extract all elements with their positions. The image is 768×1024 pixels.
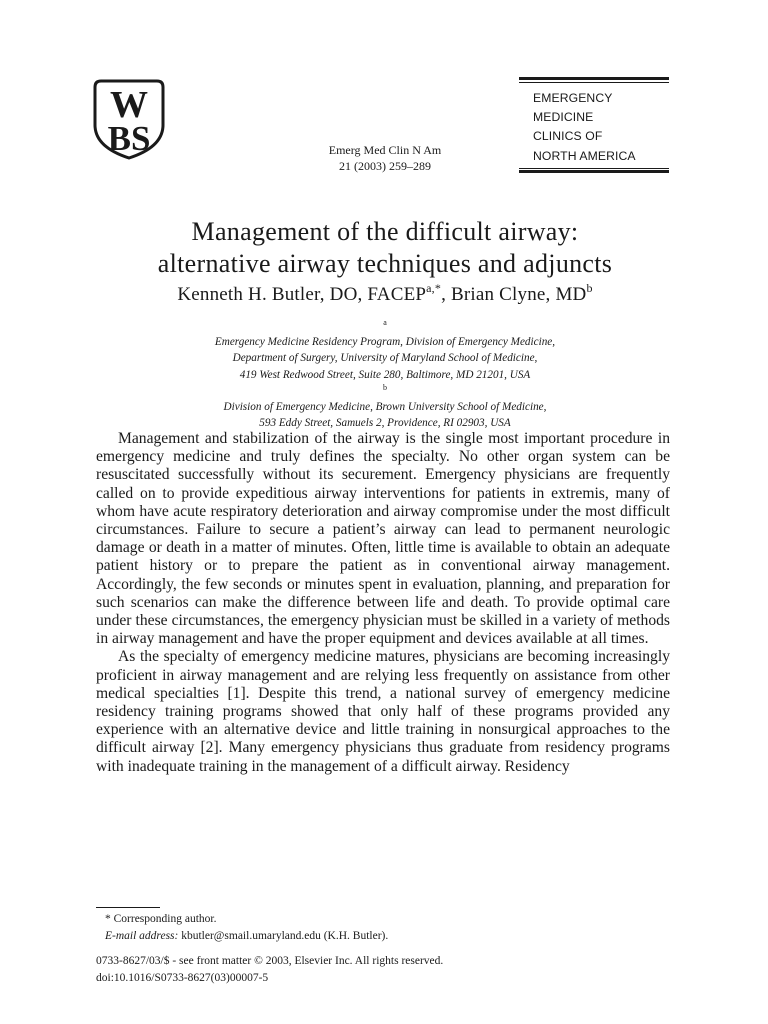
- masthead-bottom-rule-thin: [519, 168, 669, 169]
- author-name: Brian Clyne, MD: [451, 284, 587, 305]
- author-affiliation-mark: a,*: [426, 281, 442, 295]
- logo-letters-bs: BS: [107, 119, 151, 158]
- masthead-title: [519, 83, 669, 168]
- author-affiliation-mark: b: [586, 281, 593, 295]
- affiliations: [80, 318, 690, 431]
- masthead-line: CLINICS OF: [533, 129, 603, 144]
- affiliation-line: $^b$ Division of Emergency Medicine, Brown University School of Medicine,: [223, 382, 547, 414]
- author-list: [60, 282, 710, 308]
- citation-volume-pages: 21 (2003) 259–289: [339, 159, 431, 173]
- email-value: kbutler@smail.umaryland.edu (K.H. Butler).: [178, 929, 389, 942]
- affiliation-line: $^a$ Emergency Medicine Residency Program, Division of Emergency Medicine,: [214, 318, 556, 349]
- doi-line: doi:10.1016/S0733-8627(03)00007-5: [96, 971, 269, 984]
- footnote-rule: [96, 907, 160, 908]
- author-separator: ,: [441, 284, 451, 305]
- title-line: alternative airway techniques and adjuncts: [157, 249, 613, 278]
- title-line: Management of the difficult airway:: [191, 217, 579, 246]
- masthead-top-rule-thick: [519, 77, 669, 80]
- journal-masthead: [519, 77, 669, 175]
- masthead-line: MEDICINE: [533, 110, 594, 125]
- copyright-block: [96, 953, 670, 986]
- masthead-bottom-rule-thick: [519, 170, 669, 173]
- author-name: Kenneth H. Butler, DO, FACEP: [177, 284, 427, 305]
- masthead-line: EMERGENCY: [533, 91, 613, 105]
- email-label: E-mail address:: [105, 929, 179, 942]
- wbs-publisher-logo-icon: [93, 77, 165, 161]
- journal-citation: [295, 142, 475, 174]
- affiliation-line: 419 West Redwood Street, Suite 280, Baltimore, MD 21201, USA: [239, 368, 531, 381]
- article-body: [96, 430, 670, 776]
- logo-letter-w: W: [110, 84, 148, 126]
- body-paragraph: Management and stabilization of the airway is the single most important procedure in emergency medicine and truly defines the specialty. No other organ system can be resuscitated successfully without its securement. Emergency physicians are frequently called on to provide expeditious airway interventions for patients in extremis, many of whom have acute respiratory deterioration and airway compromise under the most difficult circumstances. Failure to secure a patient’s airway can lead to permanent neurologic damage or death in a matter of minutes. Often, little time is available to obtain an adequate patient history or to prepare the patient as in conventional airway management. Accordingly, the few seconds or minutes spent in evaluation, planning, and preparation for such scenarios can make the difference between life and death. To provide optimal care under these circumstances, the emergency physician must be skilled in a variety of methods in airway management and have the proper equipment and devices available at all times.: [96, 430, 670, 648]
- footnote: [96, 911, 670, 944]
- article-title: [60, 216, 710, 280]
- body-paragraph: As the specialty of emergency medicine matures, physicians are becoming increasingly proficient in airway management and are relying less frequently on assistance from other medical specialties [1]. Despite this trend, a national survey of emergency medicine residency training programs showed that only half of these programs provided any experience with an alternative device and little training in nonsurgical approaches to the difficult airway [2]. Many emergency physicians thus graduate from residency programs with inadequate training in the management of a difficult airway. Residency: [96, 648, 670, 775]
- affiliation-mark: b: [383, 382, 387, 392]
- footnote-corresponding: * Corresponding author.: [105, 913, 217, 925]
- copyright-line: 0733-8627/03/$ - see front matter © 2003, Elsevier Inc. All rights reserved.: [96, 955, 444, 967]
- affiliation-mark: a: [383, 318, 387, 327]
- affiliation-line: Department of Surgery, University of Maryland School of Medicine,: [232, 352, 538, 365]
- affiliation-line: 593 Eddy Street, Samuels 2, Providence, RI 02903, USA: [259, 417, 511, 430]
- citation-journal: Emerg Med Clin N Am: [328, 143, 442, 157]
- footnote-email: [96, 928, 670, 945]
- masthead-line: NORTH AMERICA: [533, 148, 636, 163]
